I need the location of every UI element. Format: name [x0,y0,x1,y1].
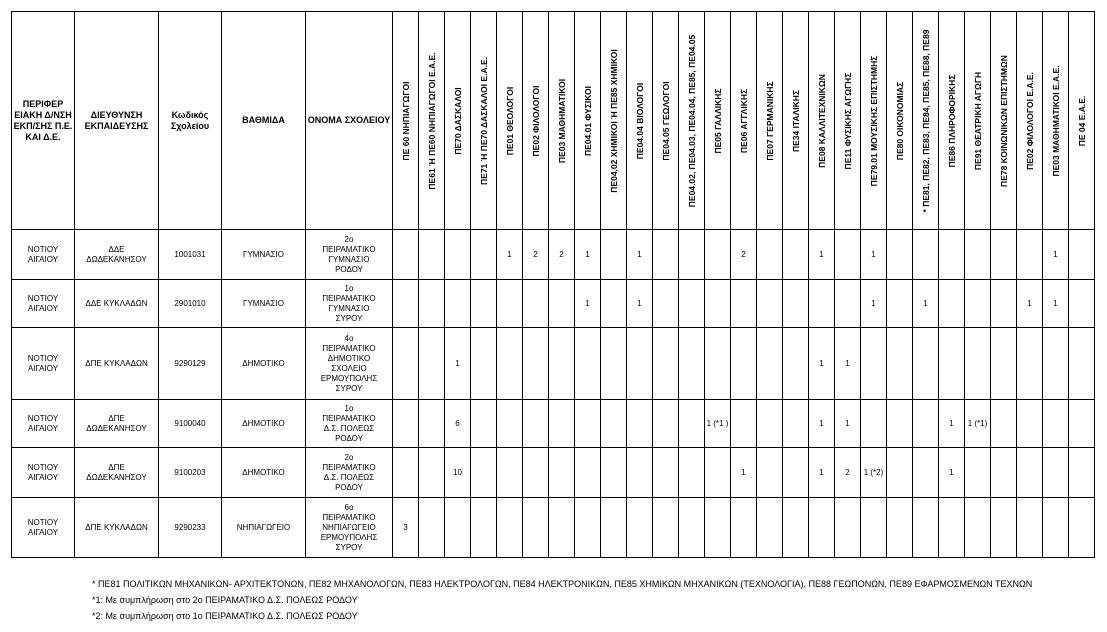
cell-count: 1 (*1) [965,400,991,448]
cell-count [601,448,627,498]
header-directorate: ΔΙΕΥΘΥΝΣΗ ΕΚΠΑΙΔΕΥΣΗΣ [75,12,159,230]
header-specialty [783,12,809,230]
cell-count [991,498,1017,558]
cell-count: 2 [835,448,861,498]
cell-directorate: ΔΠΕ ΔΩΔΕΚΑΝΗΣΟΥ [75,400,159,448]
table-row [12,230,1095,280]
cell-count [887,498,913,558]
cell-count: 1 (*1 ) [705,400,731,448]
cell-count [497,448,523,498]
header-specialty [991,12,1017,230]
cell-count [393,400,419,448]
cell-count [705,280,731,328]
header-specialty [1017,12,1043,230]
cell-level: ΔΗΜΟΤΙΚΟ [222,448,306,498]
cell-count [783,230,809,280]
footnote-1: *1: Με συμπλήρωση στο 2ο ΠΕΙΡΑΜΑΤΙΚΟ Δ.Σ. ΠΟΛΕΩΣ ΡΟΔΟΥ [92,595,358,605]
cell-count [601,280,627,328]
header-specialty [497,12,523,230]
header-specialty [627,12,653,230]
cell-school-code: 9290129 [159,328,222,400]
cell-count: 1 [731,448,757,498]
cell-count: 6 [445,400,471,448]
cell-count: 2 [731,230,757,280]
cell-count [939,280,965,328]
cell-count [393,448,419,498]
cell-region: ΝΟΤΙΟΥ ΑΙΓΑΙΟΥ [12,448,75,498]
header-specialty-label: ΠΕ06 ΑΓΓΛΙΚΗΣ [738,88,749,153]
cell-count [497,498,523,558]
cell-count: 1 [809,400,835,448]
header-specialty-label: ΠΕ80 ΟΙΚΟΝΟΜΙΑΣ [894,81,905,160]
cell-count [471,230,497,280]
cell-directorate: ΔΠΕ ΚΥΚΛΑΔΩΝ [75,498,159,558]
cell-count [497,280,523,328]
header-specialty [757,12,783,230]
cell-count [393,230,419,280]
header-specialty [1069,12,1095,230]
cell-count [1017,448,1043,498]
header-specialty-label: ΠΕ01 ΘΕΟΛΟΓΟΙ [504,86,515,155]
header-specialty-label: ΠΕ03 ΜΑΘΗΜΑΤΙΚΟΙ [556,78,567,163]
cell-school-code: 9100203 [159,448,222,498]
cell-school-name: 2ο ΠΕΙΡΑΜΑΤΙΚΟ Δ.Σ. ΠΟΛΕΩΣ ΡΟΔΟΥ [306,448,393,498]
cell-count [705,498,731,558]
cell-count [419,328,445,400]
cell-count [575,328,601,400]
header-specialty-label: ΠΕ34 ΙΤΑΛΙΚΗΣ [790,89,801,152]
cell-count: 1 [497,230,523,280]
cell-region: ΝΟΤΙΟΥ ΑΙΓΑΙΟΥ [12,400,75,448]
cell-directorate: ΔΔΕ ΔΩΔΕΚΑΝΗΣΟΥ [75,230,159,280]
cell-count [601,230,627,280]
cell-count [393,328,419,400]
cell-count [991,230,1017,280]
footnotes [92,576,1032,624]
cell-count [653,498,679,558]
cell-count [913,498,939,558]
cell-count [679,498,705,558]
header-specialty-label: ΠΕ 04 Ε.Α.Ε. [1076,95,1087,146]
cell-count: 1 (*2) [861,448,887,498]
cell-count: 1 [627,280,653,328]
cell-count: 1 [835,328,861,400]
cell-count: 10 [445,448,471,498]
cell-count [523,280,549,328]
cell-count [601,498,627,558]
header-row [12,12,1095,230]
header-specialty [601,12,627,230]
cell-count [1043,400,1069,448]
cell-count [1017,230,1043,280]
table-row [12,448,1095,498]
header-specialty [471,12,497,230]
cell-level: ΓΥΜΝΑΣΙΟ [222,280,306,328]
header-school-name: ΟΝΟΜΑ ΣΧΟΛΕΙΟΥ [306,12,393,230]
cell-school-code: 9290233 [159,498,222,558]
cell-count [445,280,471,328]
cell-count [809,498,835,558]
cell-count [783,328,809,400]
cell-school-name: 6ο ΠΕΙΡΑΜΑΤΙΚΟ ΝΗΠΙΑΓΩΓΕΙΟ ΕΡΜΟΥΠΟΛΗΣ ΣΥΡΟΥ [306,498,393,558]
cell-count [939,328,965,400]
cell-count [757,448,783,498]
cell-count [965,280,991,328]
header-specialty [705,12,731,230]
header-specialty-label: ΠΕ04.04 ΒΙΟΛΟΓΟΙ [634,82,645,159]
cell-count [549,448,575,498]
cell-count [887,400,913,448]
cell-count [809,280,835,328]
header-level: ΒΑΘΜΙΔΑ [222,12,306,230]
cell-count [783,498,809,558]
header-specialty-label: ΠΕ04.02 ΧΗΜΙΚΟΙ Ή ΠΕ85 ΧΗΜΙΚΟΙ [608,48,619,193]
cell-count [419,230,445,280]
cell-count [653,448,679,498]
cell-count [887,280,913,328]
cell-count [705,328,731,400]
cell-count [627,400,653,448]
staffing-table [11,11,1095,558]
footnote-specialties: * ΠΕ81 ΠΟΛΙΤΙΚΩΝ ΜΗΧΑΝΙΚΩΝ- ΑΡΧΙΤΕΚΤΟΝΩΝ, ΠΕ82 ΜΗΧΑΝΟΛΟΓΩΝ, ΠΕ83 ΗΛΕΚΤΡΟΛΟΓΩΝ, ΠΕ84 ΗΛΕΚΤΡΟΝΙΚΩΝ, ΠΕ85 ΧΗΜΙΚΩΝ ΜΗΧΑΝΙΚΩΝ (ΤΕΧΝΟΛΟΓΙΑ), ΠΕ88 ΓΕΩΠΟΝΩΝ, ΠΕ89 ΕΦΑΡΜΟΣΜΕΝΩΝ ΤΕΧΝΩΝ [92,579,1033,589]
cell-count [1069,328,1095,400]
header-specialty-label: ΠΕ78 ΚΟΙΝΩΝΙΚΩΝ ΕΠΙΣΤΗΜΩΝ [998,54,1009,187]
table-row [12,280,1095,328]
cell-count [1069,230,1095,280]
cell-count [679,328,705,400]
cell-count: 1 [1017,280,1043,328]
cell-count [757,328,783,400]
header-specialty-label: ΠΕ86 ΠΛΗΡΟΦΟΡΙΚΗΣ [946,74,957,167]
cell-count [653,400,679,448]
cell-count [523,400,549,448]
cell-count: 1 [861,280,887,328]
cell-count [445,498,471,558]
cell-level: ΓΥΜΝΑΣΙΟ [222,230,306,280]
cell-school-name: 1ο ΠΕΙΡΑΜΑΤΙΚΟ Δ.Σ. ΠΟΛΕΩΣ ΡΟΔΟΥ [306,400,393,448]
cell-count [575,498,601,558]
cell-count [913,448,939,498]
header-specialty [965,12,991,230]
cell-count [1069,280,1095,328]
cell-count [419,400,445,448]
cell-count [1043,328,1069,400]
table-row [12,400,1095,448]
cell-count: 1 [861,230,887,280]
header-specialty-label: ΠΕ05 ΓΑΛΛΙΚΗΣ [712,87,723,154]
cell-count [861,498,887,558]
header-specialty-label: ΠΕ71 Ή ΠΕ70 ΔΑΣΚΑΛΟΙ Ε.Α.Ε. [478,56,489,185]
header-specialty [913,12,939,230]
cell-count: 1 [809,328,835,400]
header-specialty [809,12,835,230]
cell-count [523,448,549,498]
cell-count [419,280,445,328]
header-specialty-label: ΠΕ03 ΜΑΘΗΜΑΤΙΚΟΙ Ε.Α.Ε. [1050,64,1061,177]
cell-count [939,498,965,558]
cell-count [991,448,1017,498]
cell-count [523,498,549,558]
header-specialty [653,12,679,230]
header-specialty [861,12,887,230]
cell-count [783,448,809,498]
cell-count [419,448,445,498]
cell-count [783,400,809,448]
cell-region: ΝΟΤΙΟΥ ΑΙΓΑΙΟΥ [12,328,75,400]
cell-count [913,400,939,448]
cell-count [965,230,991,280]
cell-count [627,448,653,498]
cell-count [523,328,549,400]
cell-count [679,280,705,328]
cell-count: 1 [627,230,653,280]
cell-count [835,280,861,328]
cell-count [731,328,757,400]
header-specialty [575,12,601,230]
header-specialty-label: ΠΕ61 Ή ΠΕ60 ΝΗΠΙΑΓΩΓΟΙ Ε.Α.Ε. [426,51,437,190]
header-specialty [679,12,705,230]
header-specialty-label: ΠΕ04.05 ΓΕΩΛΟΓΟΙ [660,80,671,161]
cell-count: 1 [939,400,965,448]
cell-count [965,328,991,400]
cell-region: ΝΟΤΙΟΥ ΑΙΓΑΙΟΥ [12,230,75,280]
cell-count [679,230,705,280]
cell-level: ΔΗΜΟΤΙΚΟ [222,400,306,448]
header-specialty [549,12,575,230]
cell-count [471,498,497,558]
header-specialty-label: ΠΕ 60 ΝΗΠΙΑΓΩΓΟΙ [400,81,411,160]
cell-count [471,448,497,498]
cell-count [965,448,991,498]
cell-count: 1 [809,448,835,498]
cell-count [705,448,731,498]
cell-count [991,328,1017,400]
header-specialty [1043,12,1069,230]
cell-count [627,328,653,400]
cell-count [991,280,1017,328]
cell-count [549,328,575,400]
cell-count [601,400,627,448]
cell-count [575,400,601,448]
cell-count [835,230,861,280]
cell-school-name: 4ο ΠΕΙΡΑΜΑΤΙΚΟ ΔΗΜΟΤΙΚΟ ΣΧΟΛΕΙΟ ΕΡΜΟΥΠΟΛΗΣ ΣΥΡΟΥ [306,328,393,400]
header-specialty [393,12,419,230]
cell-count [757,280,783,328]
cell-school-code: 1001031 [159,230,222,280]
cell-count: 2 [549,230,575,280]
cell-count [731,280,757,328]
header-specialty-label: ΠΕ70 ΔΑΣΚΑΛΟΙ [452,86,463,155]
header-specialty-label: ΠΕ04.01 ΦΥΣΙΚΟΙ [582,85,593,156]
cell-count [1069,448,1095,498]
cell-school-code: 2901010 [159,280,222,328]
cell-count [679,400,705,448]
cell-count [653,230,679,280]
cell-count [549,280,575,328]
cell-count: 1 [939,448,965,498]
cell-count [549,498,575,558]
cell-region: ΝΟΤΙΟΥ ΑΙΓΑΙΟΥ [12,280,75,328]
header-specialty-label: ΠΕ07 ΓΕΡΜΑΝΙΚΗΣ [764,80,775,161]
cell-count [393,280,419,328]
cell-count [679,448,705,498]
cell-directorate: ΔΔΕ ΚΥΚΛΑΔΩΝ [75,280,159,328]
header-specialty-label: ΠΕ11 ΦΥΣΙΚΗΣ ΑΓΩΓΗΣ [842,72,853,169]
cell-count [471,280,497,328]
header-specialty [419,12,445,230]
cell-region: ΝΟΤΙΟΥ ΑΙΓΑΙΟΥ [12,498,75,558]
cell-count [939,230,965,280]
cell-count [1017,328,1043,400]
cell-count [965,498,991,558]
cell-count [783,280,809,328]
cell-count: 1 [809,230,835,280]
cell-school-name: 2ο ΠΕΙΡΑΜΑΤΙΚΟ ΓΥΜΝΑΣΙΟ ΡΟΔΟΥ [306,230,393,280]
cell-count [1043,448,1069,498]
header-school-code: Κωδικός Σχολείου [159,12,222,230]
header-specialty-label: ΠΕ02 ΦΙΛΟΛΟΓΟΙ [530,85,541,156]
cell-count [731,400,757,448]
cell-count [757,498,783,558]
cell-count [627,498,653,558]
cell-count [835,498,861,558]
cell-count: 1 [445,328,471,400]
cell-school-name: 1ο ΠΕΙΡΑΜΑΤΙΚΟ ΓΥΜΝΑΣΙΟ ΣΥΡΟΥ [306,280,393,328]
cell-count: 1 [575,280,601,328]
header-specialty [887,12,913,230]
cell-count [861,328,887,400]
cell-count [887,328,913,400]
cell-school-code: 9100040 [159,400,222,448]
cell-count [757,400,783,448]
cell-count [445,230,471,280]
header-region: ΠΕΡΙΦΕΡ ΕΙΑΚΗ Δ/ΝΣΗ ΕΚΠ/ΣΗΣ Π.Ε. ΚΑΙ Δ.Ε. [12,12,75,230]
header-specialty-label: ΠΕ91 ΘΕΑΤΡΙΚΗ ΑΓΩΓΗ [972,71,983,170]
cell-count [991,400,1017,448]
cell-count [419,498,445,558]
cell-count: 2 [523,230,549,280]
cell-count [575,448,601,498]
cell-count: 1 [913,280,939,328]
cell-count [497,400,523,448]
cell-count [653,328,679,400]
header-specialty [523,12,549,230]
cell-count [731,498,757,558]
cell-count [1043,498,1069,558]
cell-count [705,230,731,280]
cell-count: 1 [1043,230,1069,280]
cell-count: 1 [575,230,601,280]
cell-count: 3 [393,498,419,558]
header-specialty [445,12,471,230]
cell-count [913,230,939,280]
header-specialty-label: * ΠΕ81, ΠΕ82, ΠΕ83, ΠΕ84, ΠΕ85, ΠΕ88, ΠΕ89 [920,29,931,212]
cell-count [1017,498,1043,558]
cell-count [887,230,913,280]
cell-count [1017,400,1043,448]
cell-count [471,400,497,448]
cell-count [861,400,887,448]
cell-count [653,280,679,328]
cell-count [471,328,497,400]
cell-level: ΝΗΠΙΑΓΩΓΕΙΟ [222,498,306,558]
header-specialty-label: ΠΕ08 ΚΑΛΛΙΤΕΧΝΙΚΩΝ [816,73,827,168]
header-specialty [939,12,965,230]
footnote-2: *2: Με συμπλήρωση στο 1ο ΠΕΙΡΑΜΑΤΙΚΟ Δ.Σ. ΠΟΛΕΩΣ ΡΟΔΟΥ [92,611,358,621]
cell-count [1069,498,1095,558]
header-specialty-label: ΠΕ79.01 ΜΟΥΣΙΚΗΣ ΕΠΙΣΤΗΜΗΣ [868,55,879,186]
cell-directorate: ΔΠΕ ΚΥΚΛΑΔΩΝ [75,328,159,400]
table-row [12,498,1095,558]
table-row [12,328,1095,400]
cell-directorate: ΔΠΕ ΔΩΔΕΚΑΝΗΣΟΥ [75,448,159,498]
header-specialty-label: ΠΕ02 ΦΙΛΟΛΟΓΟΙ Ε.Α.Ε. [1024,71,1035,170]
cell-level: ΔΗΜΟΤΙΚΟ [222,328,306,400]
cell-count [497,328,523,400]
cell-count [601,328,627,400]
header-specialty-label: ΠΕ04.02, ΠΕ04.03, ΠΕ04.04, ΠΕ85, ΠΕ04.05 [686,34,697,207]
cell-count [887,448,913,498]
cell-count [913,328,939,400]
header-specialty [731,12,757,230]
cell-count: 1 [1043,280,1069,328]
cell-count [1069,400,1095,448]
header-specialty [835,12,861,230]
cell-count: 1 [835,400,861,448]
cell-count [757,230,783,280]
cell-count [549,400,575,448]
